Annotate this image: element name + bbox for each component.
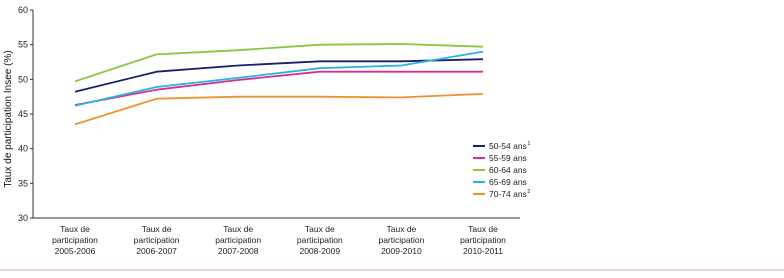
y-axis-label: Taux de participation Insee (%) — [3, 50, 14, 188]
x-tick-label — [297, 224, 343, 256]
legend-footnote-mark: 1 — [527, 141, 531, 147]
y-tick-label: 60 — [17, 5, 28, 15]
x-tick-label-line: participation — [133, 235, 180, 245]
x-tick-label-line: 2005-2006 — [54, 246, 96, 256]
x-tick-label — [215, 224, 261, 256]
y-tick-label: 45 — [17, 109, 28, 119]
x-tick-label-line: 2006-2007 — [136, 246, 177, 256]
y-tick-label: 50 — [17, 74, 28, 85]
x-tick-label-line: 2008-2009 — [299, 246, 341, 256]
x-tick-label — [52, 224, 98, 256]
x-tick-label-line: Taux de — [223, 224, 254, 234]
legend-label: 60-64 ans — [489, 165, 527, 175]
x-tick-label — [134, 224, 180, 256]
legend-label: 65-69 ans — [489, 177, 527, 187]
legend-label: 50-54 ans — [489, 141, 527, 151]
series-lines — [75, 44, 483, 124]
x-tick-label-line: 2009-2010 — [381, 246, 422, 256]
x-tick-label-line: participation — [215, 235, 262, 245]
legend-label: 55-59 ans — [489, 153, 527, 163]
x-tick-label-line: participation — [52, 235, 98, 245]
x-tick-label-line: participation — [460, 235, 506, 245]
y-axis — [18, 5, 33, 223]
legend-label: 70-74 ans — [489, 189, 527, 199]
x-tick-label — [378, 224, 424, 256]
x-tick-label-line: Taux de — [141, 224, 172, 234]
x-tick-label-line: Taux de — [468, 224, 498, 234]
x-tick-label-line: 2007-2008 — [217, 246, 259, 256]
y-tick-label: 55 — [17, 39, 28, 50]
x-tick-label-line: Taux de — [60, 224, 90, 234]
y-tick-label: 40 — [17, 143, 28, 154]
x-tick-label-line: participation — [378, 235, 425, 245]
legend — [473, 141, 530, 199]
x-axis — [33, 218, 520, 256]
y-tick-label: 30 — [17, 213, 28, 223]
x-tick-label-line: 2010-2011 — [462, 246, 504, 256]
x-tick-label-line: Taux de — [304, 224, 335, 234]
legend-footnote-mark: 2 — [527, 189, 531, 195]
x-tick-label-line: Taux de — [386, 224, 417, 234]
x-tick-label-line: participation — [296, 235, 343, 245]
x-tick-label — [460, 224, 506, 256]
series-line-70-74-ans — [75, 94, 483, 125]
y-tick-label: 35 — [17, 178, 28, 189]
